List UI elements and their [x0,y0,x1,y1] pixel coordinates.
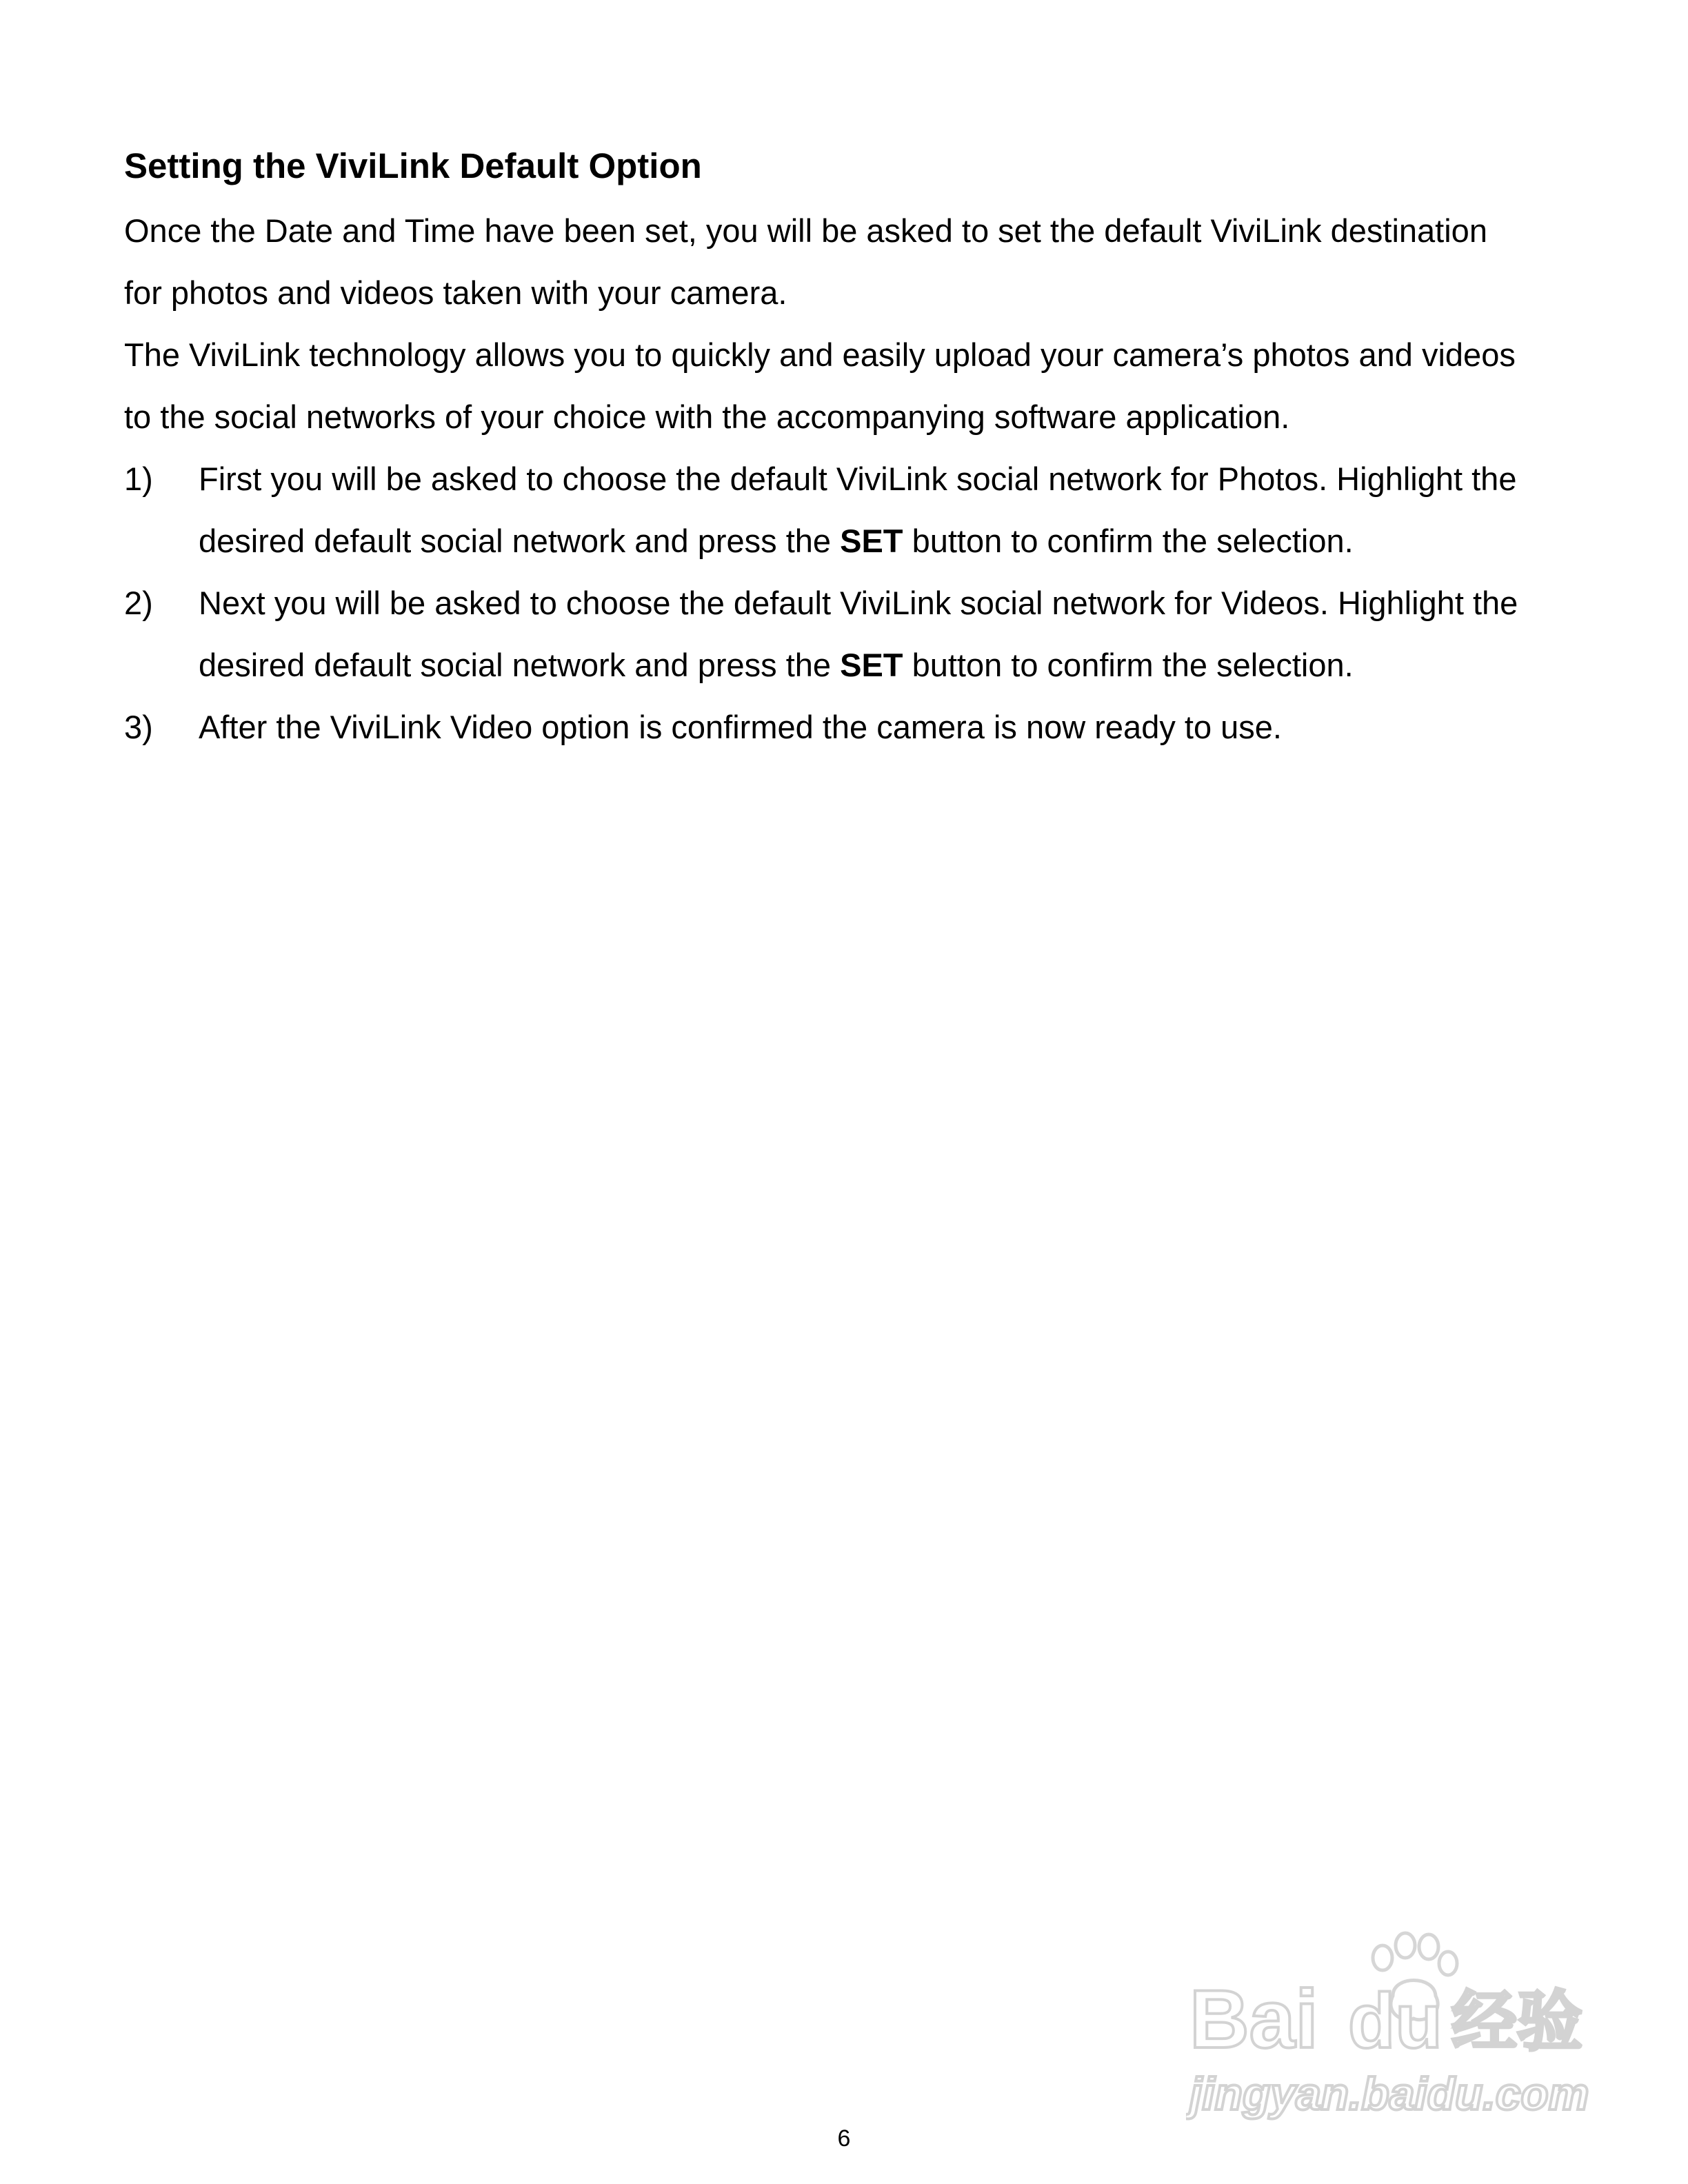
step-number: 3) [124,709,153,745]
step-1-line-2 [199,510,1516,572]
set-button-label: SET [840,523,903,559]
paw-pad-icon [1373,1945,1392,1970]
watermark-brand-text: Bai [1189,1973,1318,2065]
step-3-line-1: After the ViviLink Video option is confirmed the camera is now ready to use. [199,709,1282,745]
step-number: 1) [124,461,153,497]
step-text [199,572,1518,696]
step-text [199,448,1516,572]
section-heading: Setting the ViviLink Default Option [124,146,702,185]
svg-text:du: du [1348,1978,1443,2064]
intro-paragraph-2-line-1: The ViviLink technology allows you to quickly and easily upload your camera’s photos and videos [124,336,1516,373]
step-text [199,696,1282,758]
intro-paragraph-1-line-1: Once the Date and Time have been set, you will be asked to set the default ViviLink destination [124,212,1487,249]
step-2-line-1: Next you will be asked to choose the default ViviLink social network for Videos. Highlight the [199,585,1518,621]
page-number: 6 [837,2125,851,2152]
step-number: 2) [124,585,153,621]
step-1-line-2-start: desired default social network and press the [199,523,841,559]
baidu-jingyan-watermark-logo [1186,1910,1600,2123]
step-2-line-2-start: desired default social network and press the [199,647,841,683]
intro-paragraph-1-line-2: for photos and videos taken with your camera. [124,274,787,311]
step-1-line-1: First you will be asked to choose the default ViviLink social network for Photos. Highlight the [199,461,1517,497]
step-2-line-2-end: button to confirm the selection. [903,647,1354,683]
svg-text:经验: 经验 [1451,1985,1583,2059]
set-button-label: SET [840,647,903,683]
step-1-line-2-end: button to confirm the selection. [903,523,1354,559]
svg-text:jingyan.baidu.com: jingyan.baidu.com [1189,2068,1589,2119]
step-2-line-2 [199,634,1518,696]
intro-paragraph-2 [124,324,1516,448]
intro-paragraph-2-line-2: to the social networks of your choice with the accompanying software application. [124,398,1290,435]
intro-paragraph-1 [124,200,1487,324]
